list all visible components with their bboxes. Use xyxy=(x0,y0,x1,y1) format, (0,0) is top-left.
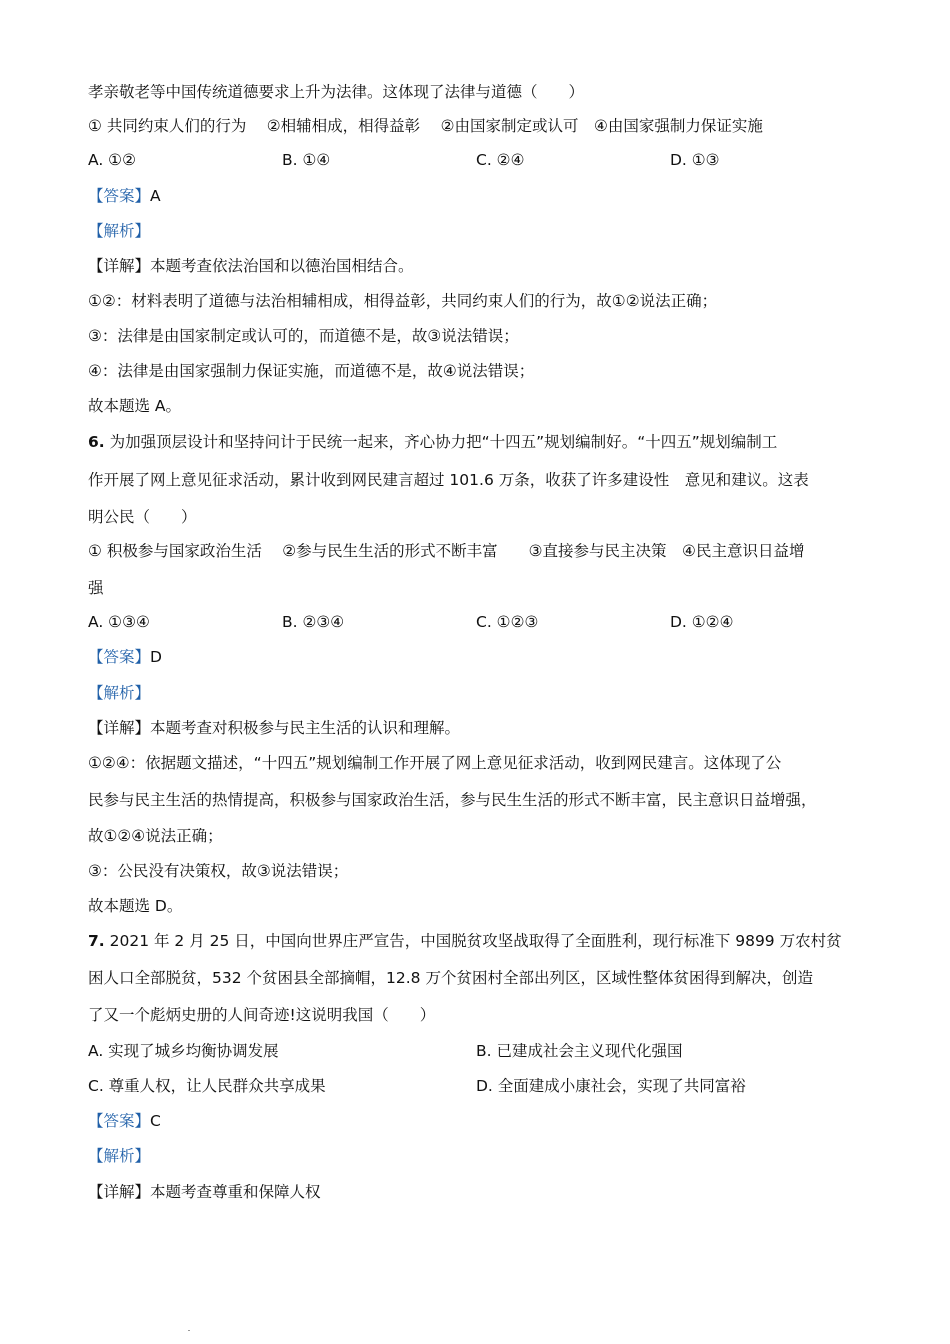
q6-statements-1: ① 积极参与国家政治生活 ②参与民生生活的形式不断丰富 ③直接参与民主决策 ④民主意识日益增 xyxy=(88,542,805,560)
answer-value: D xyxy=(150,648,162,666)
q7-option-b: B. 已建成社会主义现代化强国 xyxy=(476,1042,683,1060)
q5-explanation-3: ④：法律是由国家强制力保证实施，而道德不是，故④说法错误； xyxy=(88,362,535,380)
q6-stem-2: 作开展了网上意见征求活动，累计收到网民建言超过 101.6 万条，收获了许多建设性 意见和建议。这表 xyxy=(88,471,809,489)
q6-option-c: C. ①②③ xyxy=(476,613,539,631)
page-mark xyxy=(188,1330,190,1331)
q6-stem-1 xyxy=(88,432,777,452)
q6-stem-text: 为加强顶层设计和坚持问计于民统一起来，齐心协力把“十四五”规划编制好。“十四五”规划编制工 xyxy=(109,433,778,451)
q6-analysis-tag: 【解析】 xyxy=(88,684,151,702)
q7-stem-text: 2021 年 2 月 25 日，中国向世界庄严宣告，中国脱贫攻坚战取得了全面胜利，现行标准下 9899 万农村贫 xyxy=(109,932,842,950)
detail-text: 本题考查尊重和保障人权 xyxy=(150,1183,321,1201)
q6-answer xyxy=(88,647,162,667)
q6-option-d: D. ①②④ xyxy=(670,613,734,631)
q5-statements: ① 共同约束人们的行为 ②相辅相成，相得益彰 ②由国家制定或认可 ④由国家强制力保证实施 xyxy=(88,117,763,135)
q6-explanation-1: ①②④：依据题文描述，“十四五”规划编制工作开展了网上意见征求活动，收到网民建言。这体现了公 xyxy=(88,754,782,772)
q5-option-a: A. ①② xyxy=(88,151,136,169)
question-number: 6. xyxy=(88,433,105,451)
q7-detail xyxy=(88,1182,321,1202)
detail-text: 本题考查对积极参与民主生活的认识和理解。 xyxy=(150,719,461,737)
detail-tag: 【详解】 xyxy=(88,719,151,737)
question-number: 7. xyxy=(88,932,105,950)
q5-explanation-1: ①②：材料表明了道德与法治相辅相成，相得益彰，共同约束人们的行为，故①②说法正确； xyxy=(88,292,718,310)
q7-option-d: D. 全面建成小康社会，实现了共同富裕 xyxy=(476,1077,746,1095)
q7-stem-3: 了又一个彪炳史册的人间奇迹!这说明我国（ ） xyxy=(88,1006,436,1024)
answer-tag: 【答案】 xyxy=(88,187,151,205)
q6-stem-3: 明公民（ ） xyxy=(88,508,197,526)
q6-conclusion: 故本题选 D。 xyxy=(88,897,183,915)
detail-tag: 【详解】 xyxy=(88,1183,151,1201)
q5-answer xyxy=(88,186,161,206)
answer-tag: 【答案】 xyxy=(88,1112,151,1130)
q7-analysis-tag: 【解析】 xyxy=(88,1147,151,1165)
answer-tag: 【答案】 xyxy=(88,648,151,666)
q6-explanation-2: 民参与民主生活的热情提高，积极参与国家政治生活，参与民生生活的形式不断丰富，民主意识日益增强， xyxy=(88,791,817,809)
answer-value: C xyxy=(150,1112,161,1130)
answer-value: A xyxy=(150,187,161,205)
q7-stem-1 xyxy=(88,931,842,951)
q5-analysis-tag: 【解析】 xyxy=(88,222,151,240)
q6-statements-2: 强 xyxy=(88,579,104,597)
detail-text: 本题考查依法治国和以德治国相结合。 xyxy=(150,257,414,275)
q5-detail xyxy=(88,256,414,276)
q5-explanation-2: ③：法律是由国家制定或认可的，而道德不是，故③说法错误； xyxy=(88,327,519,345)
q6-explanation-3: 故①②④说法正确； xyxy=(88,827,223,845)
q5-option-d: D. ①③ xyxy=(670,151,720,169)
q6-option-b: B. ②③④ xyxy=(282,613,345,631)
q7-stem-2: 困人口全部脱贫，532 个贫困县全部摘帽，12.8 万个贫困村全部出列区，区域性整体贫困得到解决，创造 xyxy=(88,969,813,987)
q5-option-c: C. ②④ xyxy=(476,151,525,169)
q6-detail xyxy=(88,718,460,738)
q5-option-b: B. ①④ xyxy=(282,151,331,169)
q5-stem: 孝亲敬老等中国传统道德要求上升为法律。这体现了法律与道德（ ） xyxy=(88,83,585,101)
q5-conclusion: 故本题选 A。 xyxy=(88,397,182,415)
q7-option-c: C. 尊重人权，让人民群众共享成果 xyxy=(88,1077,326,1095)
q7-option-a: A. 实现了城乡均衡协调发展 xyxy=(88,1042,279,1060)
detail-tag: 【详解】 xyxy=(88,257,151,275)
q7-answer xyxy=(88,1111,161,1131)
q6-explanation-4: ③：公民没有决策权，故③说法错误； xyxy=(88,862,349,880)
q6-option-a: A. ①③④ xyxy=(88,613,150,631)
